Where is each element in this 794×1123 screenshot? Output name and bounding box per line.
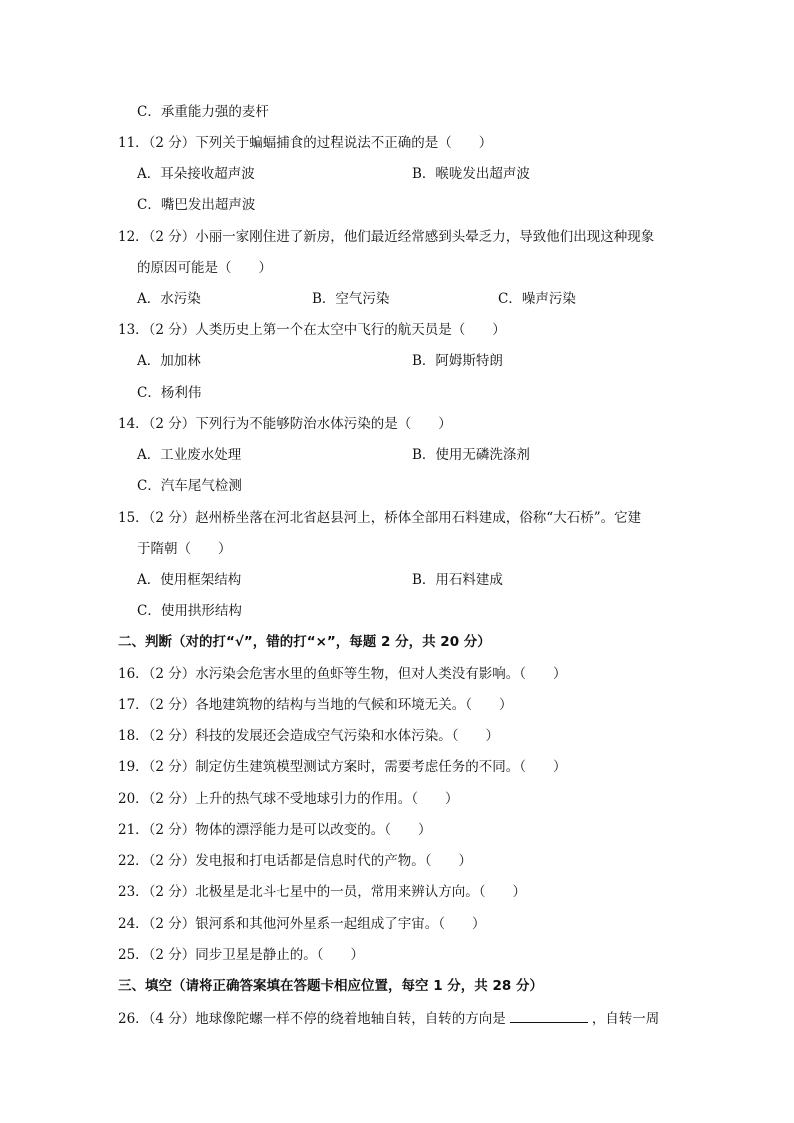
question-16: 16．（2 分）水污染会危害水里的鱼虾等生物，但对人类没有影响。（ ） bbox=[118, 666, 567, 682]
option-c-q11: C．嘴巴发出超声波 bbox=[137, 197, 256, 213]
question-15: 15．（2 分）赵州桥坐落在河北省赵县河上，桥体全部用石料建成，俗称“大石桥”。它建 bbox=[118, 510, 642, 526]
question-26-text-cont: ，自转一周 bbox=[591, 1011, 660, 1027]
question-22: 22．（2 分）发电报和打电话都是信息时代的产物。（ ） bbox=[118, 853, 473, 869]
option-a-q15: A．使用框架结构 bbox=[137, 572, 242, 588]
option-c-q10: C．承重能力强的麦杆 bbox=[137, 104, 269, 120]
question-12: 12．（2 分）小丽一家刚住进了新房，他们最近经常感到头晕乏力，导致他们出现这种现象 bbox=[118, 229, 655, 245]
answer-blank[interactable] bbox=[510, 1010, 588, 1023]
option-c-q12: C．噪声污染 bbox=[498, 291, 576, 307]
section-2-heading: 二、判断（对的打“√”，错的打“×”，每题 2 分，共 20 分） bbox=[118, 634, 491, 650]
option-b-q12: B．空气污染 bbox=[312, 291, 390, 307]
question-24: 24．（2 分）银河系和其他河外星系一起组成了宇宙。（ ） bbox=[118, 916, 486, 932]
option-a-q13: A．加加林 bbox=[137, 353, 201, 369]
question-18: 18．（2 分）科技的发展还会造成空气污染和水体污染。（ ） bbox=[118, 728, 500, 744]
question-20: 20．（2 分）上升的热气球不受地球引力的作用。（ ） bbox=[118, 791, 459, 807]
question-14: 14．（2 分）下列行为不能够防治水体污染的是（ ） bbox=[118, 416, 452, 432]
question-26-text: 26．（4 分）地球像陀螺一样不停的绕着地轴自转，自转的方向是 bbox=[118, 1011, 506, 1027]
question-15-continued: 于隋朝（ ） bbox=[137, 541, 232, 557]
option-c-q15: C．使用拱形结构 bbox=[137, 603, 242, 619]
question-17: 17．（2 分）各地建筑物的结构与当地的气候和环境无关。（ ） bbox=[118, 697, 513, 713]
option-b-q13: B．阿姆斯特朗 bbox=[412, 353, 503, 369]
option-a-q11: A．耳朵接收超声波 bbox=[137, 166, 255, 182]
question-11: 11．（2 分）下列关于蝙蝠捕食的过程说法不正确的是（ ） bbox=[118, 135, 493, 151]
option-c-q13: C．杨利伟 bbox=[137, 385, 202, 401]
question-25: 25．（2 分）同步卫星是静止的。（ ） bbox=[118, 947, 365, 963]
question-12-continued: 的原因可能是（ ） bbox=[137, 260, 272, 276]
question-26 bbox=[118, 1010, 659, 1027]
option-b-q11: B．喉咙发出超声波 bbox=[412, 166, 530, 182]
question-21: 21．（2 分）物体的漂浮能力是可以改变的。（ ） bbox=[118, 822, 432, 838]
option-a-q14: A．工业废水处理 bbox=[137, 447, 242, 463]
section-3-heading: 三、填空（请将正确答案填在答题卡相应位置，每空 1 分，共 28 分） bbox=[118, 978, 543, 994]
option-a-q12: A．水污染 bbox=[137, 291, 201, 307]
question-19: 19．（2 分）制定仿生建筑模型测试方案时，需要考虑任务的不同。（ ） bbox=[118, 759, 567, 775]
option-b-q15: B．用石料建成 bbox=[412, 572, 503, 588]
question-23: 23．（2 分）北极星是北斗七星中的一员，常用来辨认方向。（ ） bbox=[118, 884, 527, 900]
option-c-q14: C．汽车尾气检测 bbox=[137, 478, 242, 494]
option-b-q14: B．使用无磷洗涤剂 bbox=[412, 447, 530, 463]
question-13: 13．（2 分）人类历史上第一个在太空中飞行的航天员是（ ） bbox=[118, 322, 506, 338]
